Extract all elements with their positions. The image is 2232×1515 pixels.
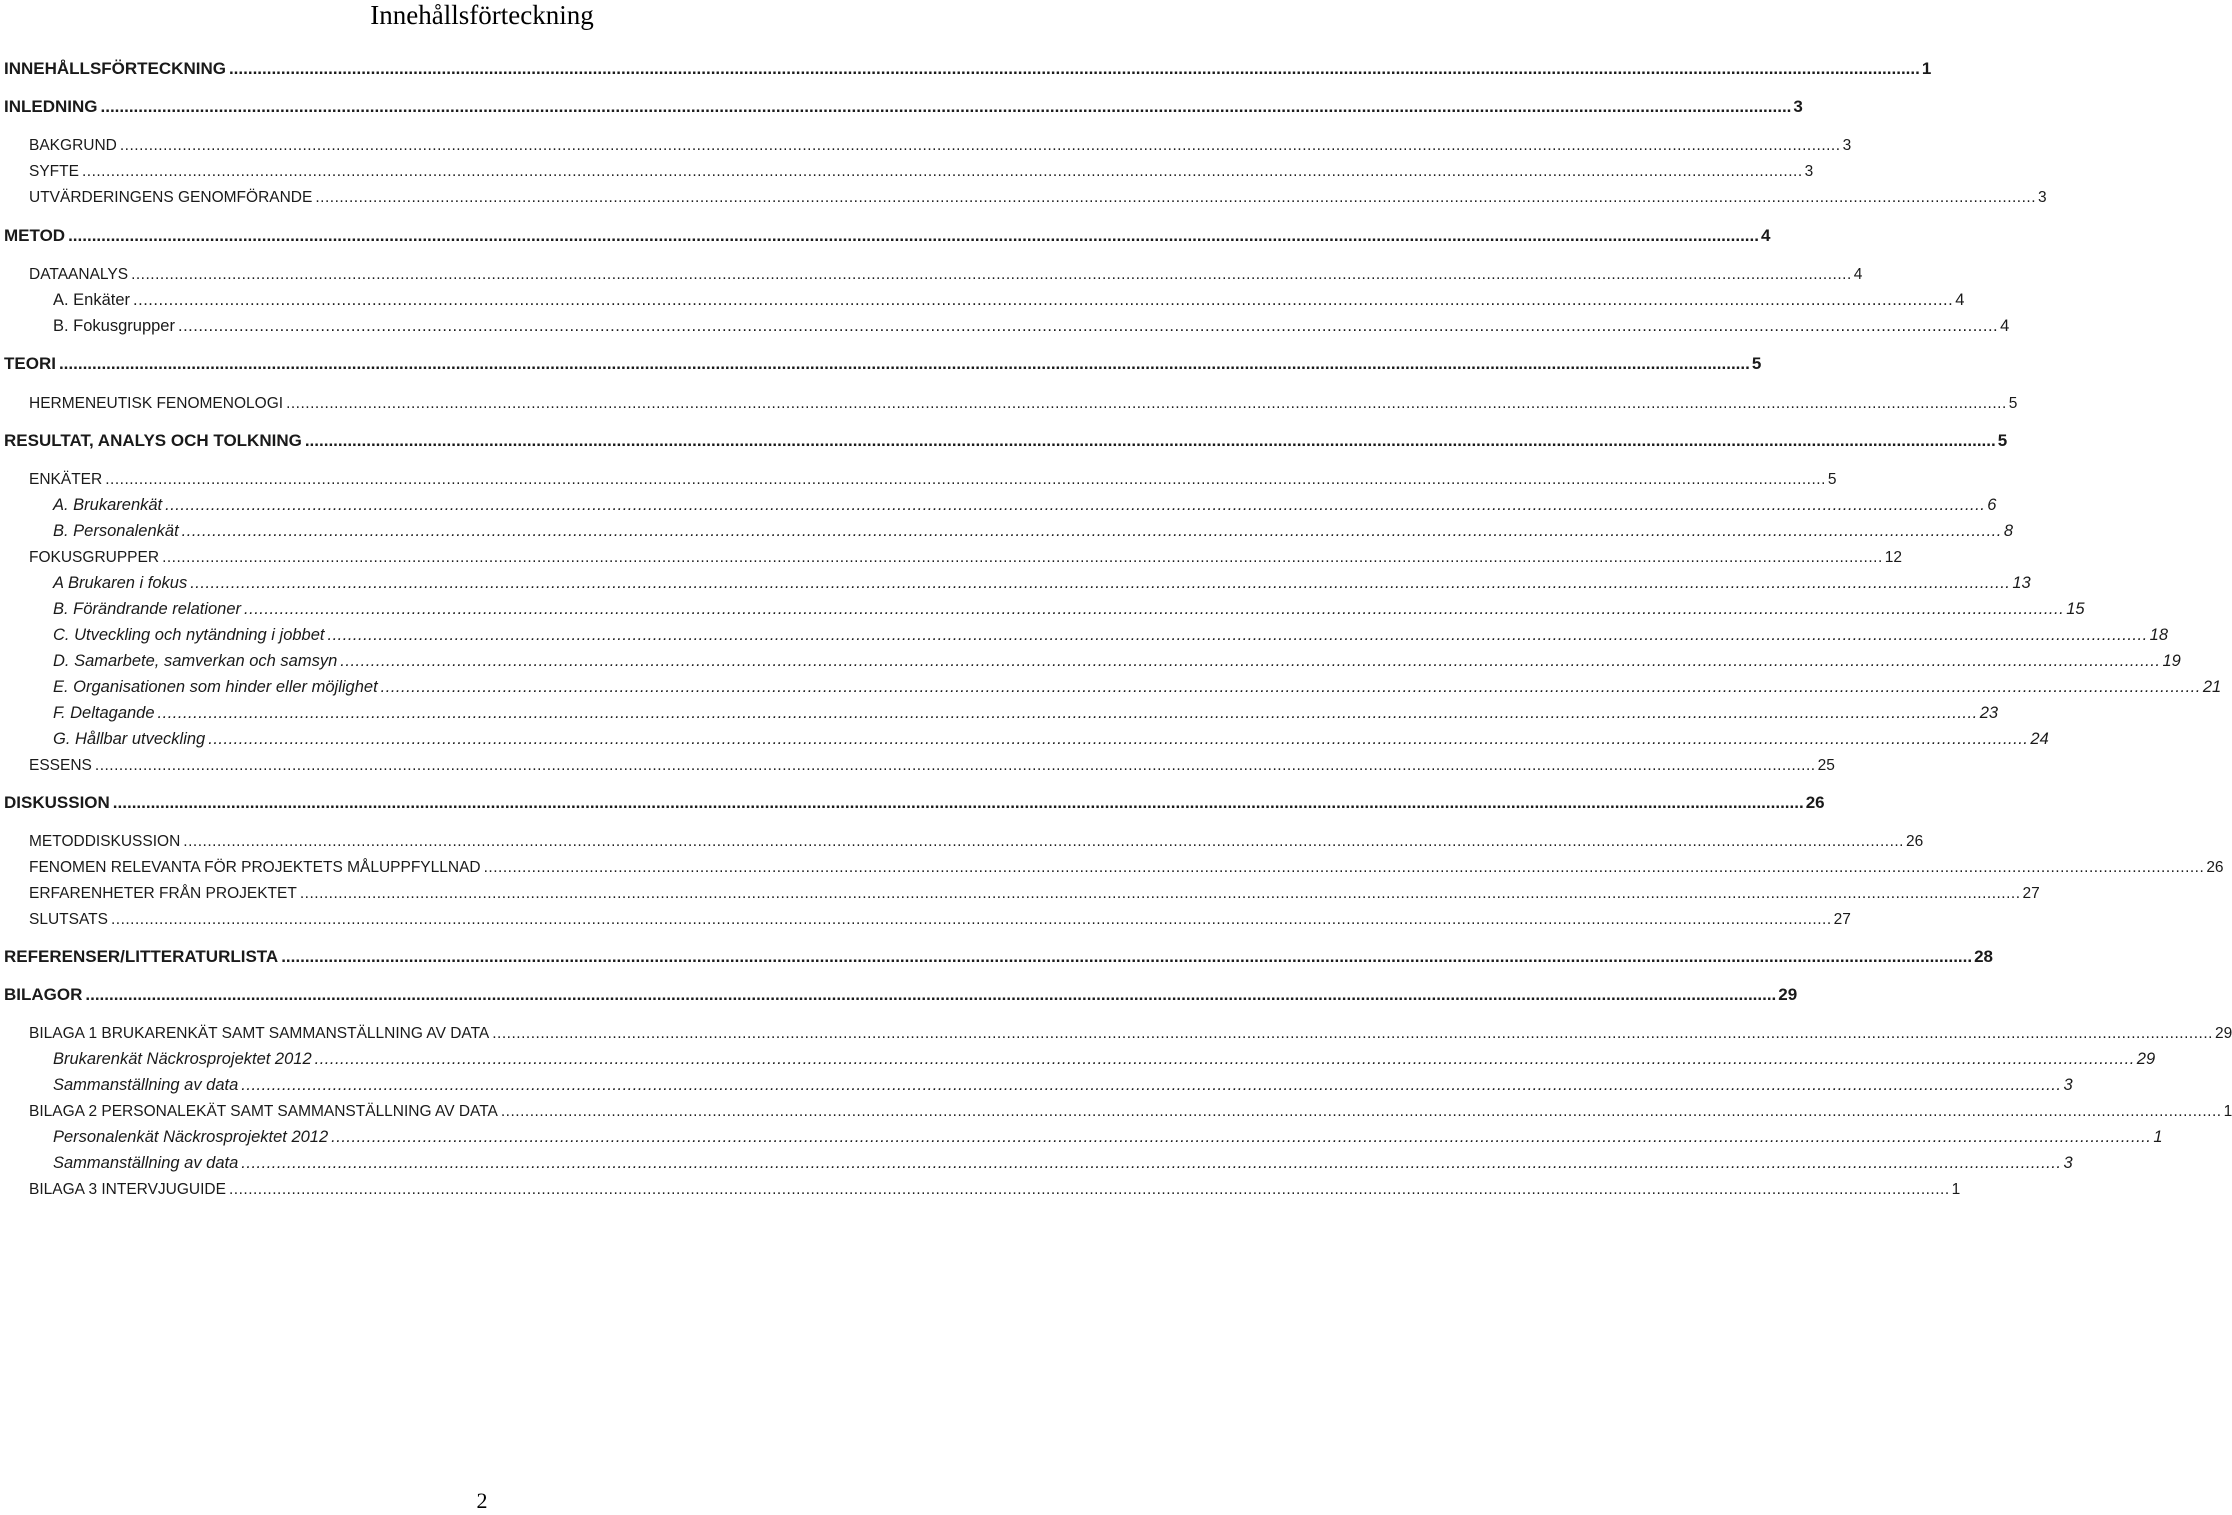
leader-dots: [105, 471, 1826, 489]
leader-dots: [85, 985, 1776, 1005]
toc-entry-page: 21: [2202, 678, 2222, 696]
toc-entry-label: Sammanställning av data: [53, 1076, 239, 1094]
toc-entry-page: 29: [2214, 1025, 2232, 1042]
leader-dots: [133, 291, 1953, 310]
leader-dots: [113, 793, 1804, 813]
leader-dots: [190, 574, 2010, 593]
toc-entry-page: 1: [2153, 1128, 2163, 1146]
toc-entry[interactable]: [0, 517, 2014, 541]
toc-entry-page: 15: [2066, 600, 2085, 618]
leader-dots: [68, 226, 1759, 246]
toc-entry-page: 13: [2012, 574, 2031, 592]
toc-entry[interactable]: [0, 491, 1997, 515]
toc-entry-page: 1: [1951, 1181, 1961, 1198]
leader-dots: [120, 137, 1841, 155]
leader-dots: [178, 317, 1998, 336]
toc-entry[interactable]: [0, 943, 1994, 967]
toc-entry-label: B. Personalenkät: [53, 522, 179, 540]
toc-entry-label: SLUTSATS: [29, 911, 108, 928]
toc-entry[interactable]: [0, 465, 1837, 489]
toc-entry-page: 29: [2136, 1050, 2156, 1068]
toc-entry-page: 25: [1817, 757, 1835, 774]
toc-entry-label: REFERENSER/LITTERATURLISTA: [4, 947, 279, 966]
toc-entry-page: 3: [1793, 97, 1803, 116]
toc-entry-page: 5: [1997, 431, 2008, 450]
toc-entry-label: ERFARENHETER FRÅN PROJEKTET: [29, 885, 297, 902]
leader-dots: [59, 354, 1750, 374]
toc-entry-page: 18: [2149, 626, 2169, 644]
toc-entry-label: Sammanställning av data: [53, 1154, 239, 1172]
toc-entry-label: D. Samarbete, samverkan och samsyn: [53, 652, 338, 670]
toc-entry-page: 4: [2000, 317, 2010, 335]
toc-entry[interactable]: [0, 595, 2085, 619]
toc-entry-label: FOKUSGRUPPER: [29, 549, 160, 566]
leader-dots: [300, 885, 2021, 903]
leader-dots: [244, 600, 2064, 619]
toc-entry-label: BILAGA 2 PERSONALEKÄT SAMT SAMMANSTÄLLNING AV DATA: [29, 1103, 498, 1120]
toc-entry[interactable]: [0, 1045, 2156, 1069]
leader-dots: [281, 947, 1972, 967]
toc-entry-label: ENKÄTER: [29, 471, 103, 488]
toc-entry-page: 1: [1921, 59, 1932, 78]
toc-entry-page: 1: [2223, 1103, 2232, 1120]
leader-dots: [484, 859, 2205, 877]
toc-entry[interactable]: [0, 55, 1932, 79]
toc-entry[interactable]: [0, 312, 2010, 336]
toc-entry-page: 3: [2038, 189, 2047, 206]
leader-dots: [95, 757, 1816, 775]
toc-entry[interactable]: [0, 93, 1803, 117]
toc-entry-page: 4: [1760, 226, 1771, 245]
toc-entry[interactable]: [0, 1149, 2073, 1173]
leader-dots: [340, 652, 2160, 671]
toc-entry[interactable]: [0, 981, 1798, 1005]
toc-entry-label: ESSENS: [29, 757, 92, 774]
toc-entry-page: 26: [1906, 833, 1924, 850]
toc-entry-page: 24: [2030, 730, 2049, 748]
toc-entry[interactable]: [0, 647, 2181, 671]
toc-entry-label: A. Enkäter: [53, 291, 131, 309]
leader-dots: [183, 833, 1904, 851]
toc-entry-label: FENOMEN RELEVANTA FÖR PROJEKTETS MÅLUPPFYLLNAD: [29, 859, 481, 876]
toc-entry-label: Brukarenkät Näckrosprojektet 2012: [53, 1050, 312, 1068]
toc-entry[interactable]: [0, 260, 1863, 284]
toc-entry-label: UTVÄRDERINGENS GENOMFÖRANDE: [29, 189, 313, 206]
toc-entry-label: METOD: [4, 226, 66, 245]
toc-entry-page: 4: [1853, 266, 1863, 283]
leader-dots: [328, 626, 2148, 645]
toc-entry[interactable]: [0, 286, 1965, 310]
toc-entry-label: BILAGOR: [4, 985, 83, 1004]
toc-entry-label: RESULTAT, ANALYS OCH TOLKNING: [4, 431, 302, 450]
toc-entry[interactable]: [0, 389, 2018, 413]
toc-entry-page: 4: [1955, 291, 1965, 309]
leader-dots: [331, 1128, 2151, 1147]
toc-entry-label: METODDISKUSSION: [29, 833, 181, 850]
toc-entry[interactable]: [0, 1123, 2163, 1147]
toc-entry[interactable]: [0, 1071, 2073, 1095]
leader-dots: [229, 1181, 1950, 1199]
leader-dots: [305, 431, 1996, 451]
leader-dots: [158, 704, 1978, 723]
toc-entry-label: BILAGA 1 BRUKARENKÄT SAMT SAMMANSTÄLLNING AV DATA: [29, 1025, 490, 1042]
toc-entry[interactable]: [0, 621, 2169, 645]
leader-dots: [492, 1025, 2213, 1043]
toc-entry-label: B. Förändrande relationer: [53, 600, 242, 618]
leader-dots: [111, 911, 1832, 929]
toc-entry[interactable]: [0, 905, 1851, 929]
toc-entry-page: 26: [2206, 859, 2224, 876]
leader-dots: [286, 395, 2007, 413]
toc-entry-label: SYFTE: [29, 163, 79, 180]
toc-entry[interactable]: [0, 789, 1825, 813]
leader-dots: [162, 549, 1883, 567]
leader-dots: [315, 1050, 2135, 1069]
leader-dots: [229, 59, 1920, 79]
toc-entry-label: TEORI: [4, 354, 56, 373]
page-title: Innehållsförteckning: [370, 0, 594, 30]
toc-entry[interactable]: [0, 1019, 2232, 1043]
leader-dots: [182, 522, 2002, 541]
toc-entry[interactable]: [0, 827, 1924, 851]
toc-entry-label: DATAANALYS: [29, 266, 129, 283]
toc-entry-label: A. Brukarenkät: [53, 496, 163, 514]
toc-entry-page: 27: [1833, 911, 1851, 928]
toc-entry[interactable]: [0, 673, 2222, 697]
toc-entry[interactable]: [0, 543, 1903, 567]
toc-entry[interactable]: [0, 879, 2040, 903]
toc-entry[interactable]: [0, 699, 1999, 723]
leader-dots: [165, 496, 1985, 515]
toc-entry[interactable]: [0, 157, 1814, 181]
toc-entry-page: 27: [2022, 885, 2040, 902]
leader-dots: [131, 266, 1852, 284]
toc-entry[interactable]: [0, 350, 1762, 374]
toc-entry[interactable]: [0, 131, 1852, 155]
toc-entry[interactable]: [0, 1175, 1961, 1199]
toc-entry[interactable]: [0, 183, 2047, 207]
toc-entry[interactable]: [0, 427, 2008, 451]
toc-entry-page: 3: [1804, 163, 1814, 180]
toc-entry[interactable]: [0, 1097, 2232, 1121]
leader-dots: [381, 678, 2201, 697]
toc-entry-label: F. Deltagande: [53, 704, 155, 722]
leader-dots: [208, 730, 2028, 749]
toc-entry-page: 5: [1827, 471, 1837, 488]
leader-dots: [82, 163, 1803, 181]
leader-dots: [101, 97, 1792, 117]
toc-entry-label: C. Utveckling och nytändning i jobbet: [53, 626, 325, 644]
toc-entry-page: 28: [1974, 947, 1994, 966]
toc-entry-page: 6: [1987, 496, 1997, 514]
toc-entry-page: 3: [2063, 1154, 2073, 1172]
leader-dots: [315, 189, 2036, 207]
toc-entry-page: 19: [2162, 652, 2181, 670]
toc-entry-label: INNEHÅLLSFÖRTECKNING: [4, 59, 226, 78]
toc-entry-label: HERMENEUTISK FENOMENOLOGI: [29, 395, 284, 412]
leader-dots: [241, 1076, 2061, 1095]
toc-entry-label: BILAGA 3 INTERVJUGUIDE: [29, 1181, 226, 1198]
toc-entry[interactable]: [0, 725, 2049, 749]
toc-entry-page: 5: [2008, 395, 2018, 412]
toc-entry[interactable]: [0, 751, 1835, 775]
leader-dots: [241, 1154, 2061, 1173]
toc-entry-page: 26: [1805, 793, 1825, 812]
toc-entry-page: 29: [1778, 985, 1798, 1004]
toc-entry-label: INLEDNING: [4, 97, 98, 116]
toc-entry-page: 3: [1842, 137, 1852, 154]
toc-entry[interactable]: [0, 569, 2031, 593]
toc-entry-page: 5: [1751, 354, 1762, 373]
toc-entry-page: 8: [2003, 522, 2014, 540]
leader-dots: [501, 1103, 2222, 1121]
toc-entry-page: 12: [1884, 549, 1903, 566]
toc-entry-label: G. Hållbar utveckling: [53, 730, 206, 748]
toc-entry-label: DISKUSSION: [4, 793, 110, 812]
toc-entry-page: 23: [1979, 704, 1999, 722]
page-number: 2: [476, 1488, 488, 1513]
toc-entry-page: 3: [2063, 1076, 2073, 1094]
toc-entry-label: B. Fokusgrupper: [53, 317, 175, 335]
toc-entry[interactable]: [0, 853, 2224, 877]
toc-entry-label: Personalenkät Näckrosprojektet 2012: [53, 1128, 329, 1146]
toc-entry-label: BAKGRUND: [29, 137, 117, 154]
toc-entry-label: A Brukaren i fokus: [53, 574, 188, 592]
toc-entry[interactable]: [0, 222, 1771, 246]
toc-entry-label: E. Organisationen som hinder eller möjlighet: [53, 678, 378, 696]
